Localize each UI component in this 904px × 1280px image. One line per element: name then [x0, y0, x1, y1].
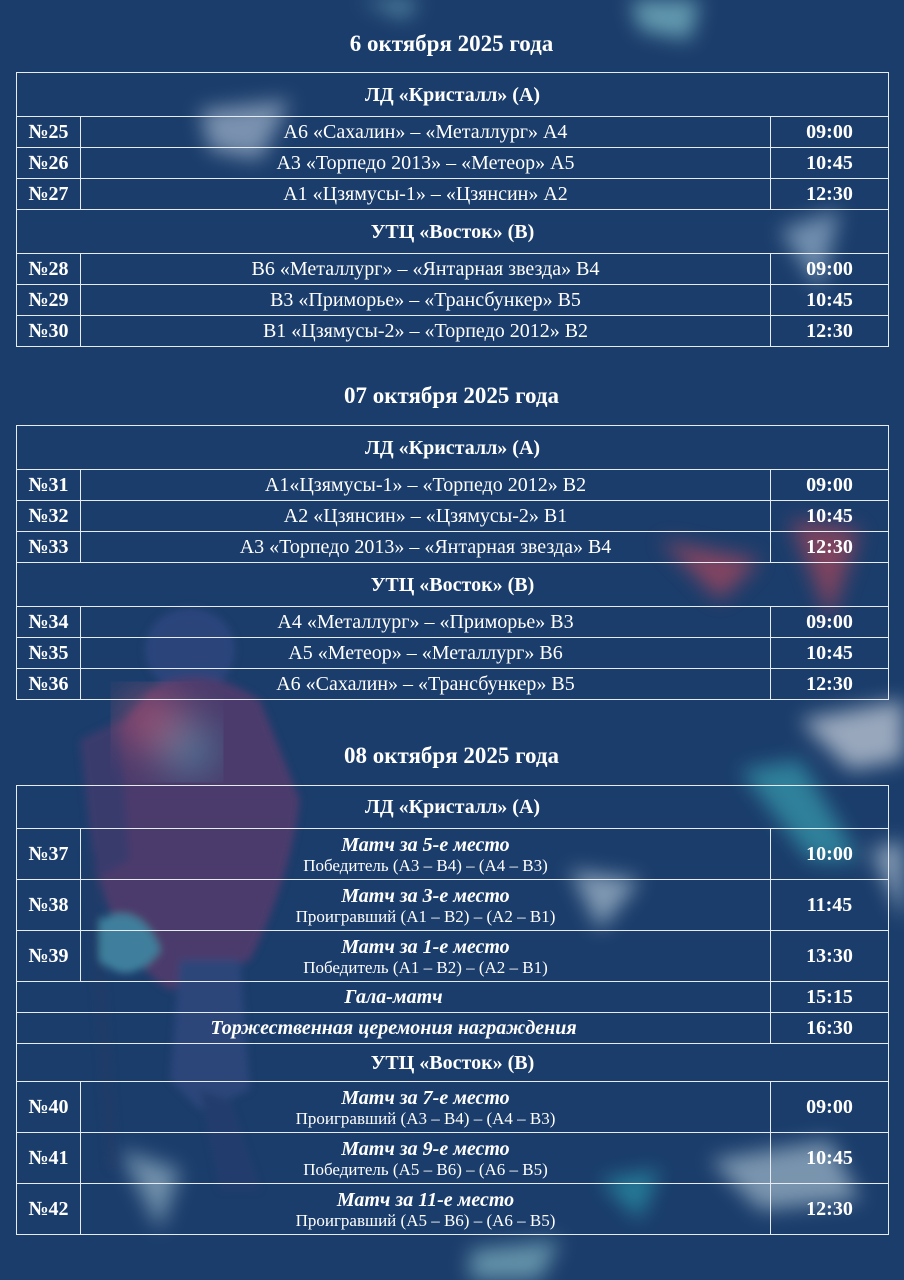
match-number: №31 [17, 470, 81, 501]
table-row [17, 254, 889, 285]
match-number: №30 [17, 316, 81, 347]
match-time: 10:45 [771, 638, 889, 669]
match-teams: А1 «Цзямусы-1» – «Цзянсин» А2 [81, 179, 771, 210]
match-title: Матч за 5-е место [341, 833, 510, 856]
table-row [17, 179, 889, 210]
schedule-table [16, 72, 889, 347]
match-title: Матч за 7-е место [341, 1086, 510, 1109]
match-time: 09:00 [771, 470, 889, 501]
table-row [17, 638, 889, 669]
venue-header: ЛД «Кристалл» (А) [17, 426, 889, 470]
match-time: 10:00 [771, 829, 889, 880]
match-time: 09:00 [771, 1082, 889, 1133]
match-time: 12:30 [771, 1184, 889, 1235]
table-row [17, 1013, 889, 1044]
match-teams: Проигравший (А3 – В4) – (А4 – В3) [295, 1108, 556, 1128]
match-teams: А6 «Сахалин» – «Металлург» А4 [81, 117, 771, 148]
match-time: 09:00 [771, 117, 889, 148]
table-row [17, 829, 889, 880]
match-teams: А2 «Цзянсин» – «Цзямусы-2» В1 [81, 501, 771, 532]
table-row [17, 117, 889, 148]
venue-header: УТЦ «Восток» (В) [17, 210, 889, 254]
day-title: 6 октября 2025 года [349, 31, 554, 56]
event-title-text: Торжественная церемония награждения [210, 1017, 577, 1039]
match-number: №37 [17, 829, 81, 880]
match-teams: А1«Цзямусы-1» – «Торпедо 2012» В2 [81, 470, 771, 501]
table-row [17, 931, 889, 982]
venue-header: УТЦ «Восток» (В) [17, 563, 889, 607]
match-time: 10:45 [771, 148, 889, 179]
match-number: №28 [17, 254, 81, 285]
match-time: 12:30 [771, 179, 889, 210]
match-teams: Проигравший (А5 – В6) – (А6 – В5) [295, 1210, 556, 1230]
table-row [17, 501, 889, 532]
day-title: 07 октября 2025 года [343, 383, 560, 408]
venue-header: УТЦ «Восток» (В) [17, 1044, 889, 1082]
match-time: 10:45 [771, 501, 889, 532]
table-row [17, 982, 889, 1013]
venue-header: ЛД «Кристалл» (А) [17, 786, 889, 829]
match-teams: В6 «Металлург» – «Янтарная звезда» В4 [81, 254, 771, 285]
event-title-text: Гала-матч [344, 986, 443, 1008]
match-teams: Победитель (А3 – В4) – (А4 – В3) [303, 855, 548, 875]
match-time: 10:45 [771, 285, 889, 316]
match-number: №35 [17, 638, 81, 669]
match-time: 11:45 [771, 880, 889, 931]
match-number: №38 [17, 880, 81, 931]
match-title: Матч за 11-е место [336, 1188, 515, 1211]
table-row [17, 470, 889, 501]
table-row [17, 1082, 889, 1133]
match-number: №42 [17, 1184, 81, 1235]
match-desc [81, 880, 771, 931]
match-teams: В3 «Приморье» – «Трансбункер» В5 [81, 285, 771, 316]
match-desc [81, 1184, 771, 1235]
match-number: №33 [17, 532, 81, 563]
match-number: №34 [17, 607, 81, 638]
match-teams: А3 «Торпедо 2013» – «Янтарная звезда» В4 [81, 532, 771, 563]
event-title [17, 982, 771, 1013]
event-time: 15:15 [771, 982, 889, 1013]
table-row [17, 1133, 889, 1184]
match-desc [81, 931, 771, 982]
match-teams: В1 «Цзямусы-2» – «Торпедо 2012» В2 [81, 316, 771, 347]
match-desc [81, 829, 771, 880]
match-teams: А3 «Торпедо 2013» – «Метеор» А5 [81, 148, 771, 179]
match-time: 13:30 [771, 931, 889, 982]
table-row [17, 669, 889, 700]
match-number: №27 [17, 179, 81, 210]
match-number: №39 [17, 931, 81, 982]
match-teams: Проигравший (А1 – В2) – (А2 – В1) [295, 906, 556, 926]
match-desc [81, 1133, 771, 1184]
table-row [17, 607, 889, 638]
match-time: 10:45 [771, 1133, 889, 1184]
table-row [17, 532, 889, 563]
table-row [17, 285, 889, 316]
day-title: 08 октября 2025 года [343, 743, 560, 768]
match-time: 12:30 [771, 316, 889, 347]
match-teams: А5 «Метеор» – «Металлург» В6 [81, 638, 771, 669]
schedule-table [16, 425, 889, 700]
match-time: 09:00 [771, 607, 889, 638]
match-teams: А6 «Сахалин» – «Трансбункер» В5 [81, 669, 771, 700]
match-teams: Победитель (А5 – В6) – (А6 – В5) [303, 1159, 548, 1179]
table-row [17, 1184, 889, 1235]
match-title: Матч за 3-е место [341, 884, 510, 907]
match-time: 09:00 [771, 254, 889, 285]
venue-header: ЛД «Кристалл» (А) [17, 73, 889, 117]
match-number: №29 [17, 285, 81, 316]
match-number: №26 [17, 148, 81, 179]
match-number: №41 [17, 1133, 81, 1184]
schedule-table [16, 785, 889, 1235]
table-row [17, 148, 889, 179]
match-title: Матч за 1-е место [341, 935, 510, 958]
match-time: 12:30 [771, 669, 889, 700]
event-time: 16:30 [771, 1013, 889, 1044]
match-title: Матч за 9-е место [341, 1137, 510, 1160]
match-time: 12:30 [771, 532, 889, 563]
match-number: №36 [17, 669, 81, 700]
match-desc [81, 1082, 771, 1133]
match-number: №40 [17, 1082, 81, 1133]
match-teams: А4 «Металлург» – «Приморье» В3 [81, 607, 771, 638]
table-row [17, 880, 889, 931]
table-row [17, 316, 889, 347]
event-title [17, 1013, 771, 1044]
match-number: №32 [17, 501, 81, 532]
match-number: №25 [17, 117, 81, 148]
match-teams: Победитель (А1 – В2) – (А2 – В1) [303, 957, 548, 977]
